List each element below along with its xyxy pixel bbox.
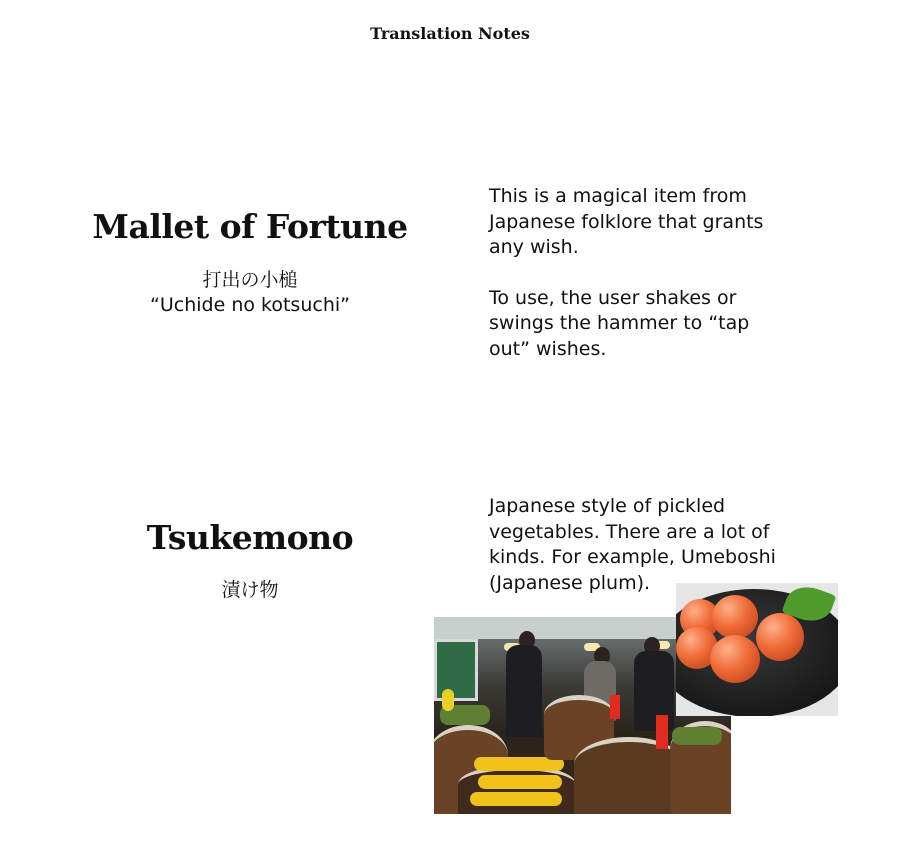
description-paragraph: This is a magical item from Japanese folklore that grants any wish. — [489, 185, 764, 258]
description-mallet — [489, 184, 789, 362]
description-paragraph: Japanese style of pickled vegetables. There are a lot of kinds. For example, Umeboshi (Japanese plum). — [489, 495, 776, 594]
term-title-mallet: Mallet of Fortune — [92, 207, 408, 246]
term-japanese-mallet: 打出の小槌 — [202, 269, 298, 291]
description-tsukemono — [489, 494, 784, 596]
umeboshi-photo — [676, 583, 838, 716]
description-paragraph: To use, the user shakes or swings the hammer to “tap out” wishes. — [489, 286, 750, 360]
term-japanese-tsukemono: 漬け物 — [221, 579, 279, 601]
term-title-tsukemono: Tsukemono — [146, 518, 354, 557]
term-romaji-mallet: “Uchide no kotsuchi” — [150, 294, 350, 316]
page-title: Translation Notes — [370, 24, 530, 43]
